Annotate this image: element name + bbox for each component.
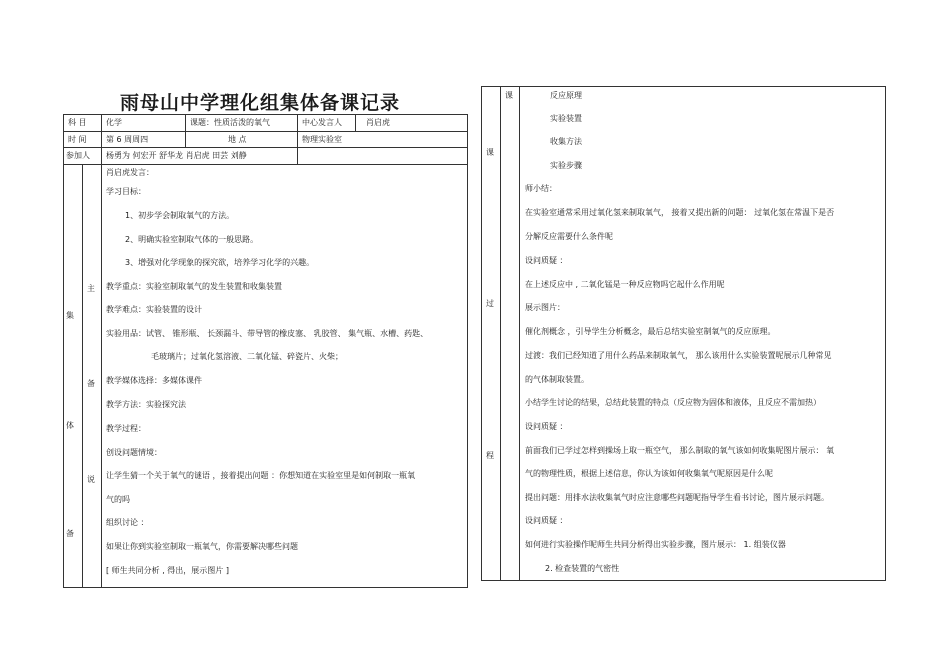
right-line-2: 实验装置 (550, 114, 582, 123)
subject-label: 科 目 (68, 118, 87, 127)
right-line-7: 分解反应需要什么条件呢 (525, 232, 613, 241)
left-line-12: 教学过程： (106, 424, 146, 433)
right-line-15: 设问质疑 ： (525, 422, 568, 431)
left-line-2: 学习目标： (106, 187, 146, 196)
left-line-7: 教学难点：实验装置的设计 (106, 305, 202, 314)
left-line-16: 组织讨论 ： (106, 518, 149, 527)
right-line-12: 过渡：我们已经知道了用什么药品来制取氧气， 那么该用什么实验装置呢展示几种常见 (525, 351, 832, 360)
right-line-5: 师小结： (525, 184, 557, 193)
place-label: 地 点 (228, 135, 247, 144)
page-title: 雨母山中学理化组集体备课记录 (120, 92, 401, 114)
right-line-18: 提出问题：用排水法收集氧气时应注意哪些问题呢指导学生看书讨论，图片展示问题。 (525, 493, 829, 502)
side-label-bei2: 备 (87, 379, 95, 388)
participants-value: 杨勇为 何宏开 舒华龙 肖启虎 田芸 刘静 (106, 151, 247, 160)
side-label-ti: 体 (66, 421, 74, 430)
left-line-8: 实验用品：试管、 锥形瓶、 长颈漏斗、带导管的橡皮塞、 乳胶管、 集气瓶、水槽、药匙、 (106, 329, 429, 338)
left-line-13: 创设问题情境： (106, 448, 162, 457)
left-line-10: 教学媒体选择：多媒体课件 (106, 376, 202, 385)
right-line-6: 在实验室通常采用过氧化氢来制取氧气， 接着又提出新的问题： 过氧化氢在常温下是否 (525, 208, 835, 217)
left-line-6: 教学重点：实验室制取氧气的发生装置和收集装置 (106, 282, 282, 291)
right-line-9: 在上述反应中 , 二氧化锰是一种反应物吗它起什么作用呢 (525, 280, 725, 289)
right-line-10: 展示图片： (525, 303, 565, 312)
right-line-3: 收集方法 (550, 137, 582, 146)
topic: 课题：性质活泼的氧气 (190, 118, 270, 127)
subject-value: 化学 (106, 118, 122, 127)
side-label-zhu: 主 (87, 284, 95, 293)
left-line-15: 气的吗 (106, 495, 130, 504)
side-label-shuo: 说 (87, 475, 95, 484)
time-value: 第 6 周周四 (106, 135, 149, 144)
participants-label: 参加人 (66, 151, 90, 160)
left-line-5: 3、增强对化学现象的探究欲，培养学习化学的兴趣。 (125, 258, 315, 267)
time-label: 时 间 (68, 135, 87, 144)
right-line-4: 实验步骤 (550, 161, 582, 170)
side-label-bei: 备 (66, 529, 74, 538)
right-line-17: 气的物理性质，根据上述信息，你认为该如何收集氧气呢原因是什么呢 (525, 469, 773, 478)
left-line-3: 1、初步学会制取氧气的方法。 (125, 211, 235, 220)
side-label-ji: 集 (66, 311, 74, 320)
right-side-ke2: 课 (505, 91, 513, 100)
right-line-19: 设问质疑 ： (525, 516, 568, 525)
right-side-cheng: 程 (486, 451, 494, 460)
left-line-4: 2、明确实验室制取气体的一般思路。 (125, 235, 259, 244)
right-line-11: 催化剂概念 ，引导学生分析概念，最后总结实验室制氧气的反应原理。 (525, 327, 776, 336)
left-line-14: 让学生猜一个关于氧气的谜语 ，接着提出问题 ：你想知道在实验室里是如何制取一瓶氧 (106, 471, 416, 480)
right-line-1: 反应原理 (550, 91, 582, 100)
left-line-1: 肖启虎发言： (106, 168, 154, 177)
place-value: 物理实验室 (302, 135, 342, 144)
speaker-value: 肖启虎 (366, 118, 390, 127)
left-line-18: [ 师生共同分析 , 得出，展示图片 ] (106, 566, 229, 575)
right-line-13: 的气体制取装置。 (525, 375, 589, 384)
right-line-14: 小结学生讨论的结果，总结此装置的特点（反应物为固体和液体，且反应不需加热） (525, 398, 821, 407)
right-line-21: 2. 检查装置的气密性 (545, 564, 620, 573)
right-line-16: 前面我们已学过怎样到操场上取一瓶空气， 那么制取的氧气该如何收集呢图片展示： 氧 (525, 446, 835, 455)
right-line-8: 设问质疑 ： (525, 256, 568, 265)
left-line-11: 教学方法：实验探究法 (106, 400, 186, 409)
right-side-ke: 课 (486, 148, 494, 157)
left-line-17: 如果让你到实验室制取一瓶氧气，你需要解决哪些问题 (106, 542, 298, 551)
speaker-label: 中心发言人 (302, 118, 342, 127)
right-line-20: 如何进行实验操作呢师生共同分析得出实验步骤，图片展示： 1. 组装仪器 (525, 540, 786, 549)
right-side-guo: 过 (486, 299, 494, 308)
left-line-9: 毛玻璃片；过氧化氢溶液、二氧化锰、碎瓷片、火柴； (151, 352, 343, 361)
